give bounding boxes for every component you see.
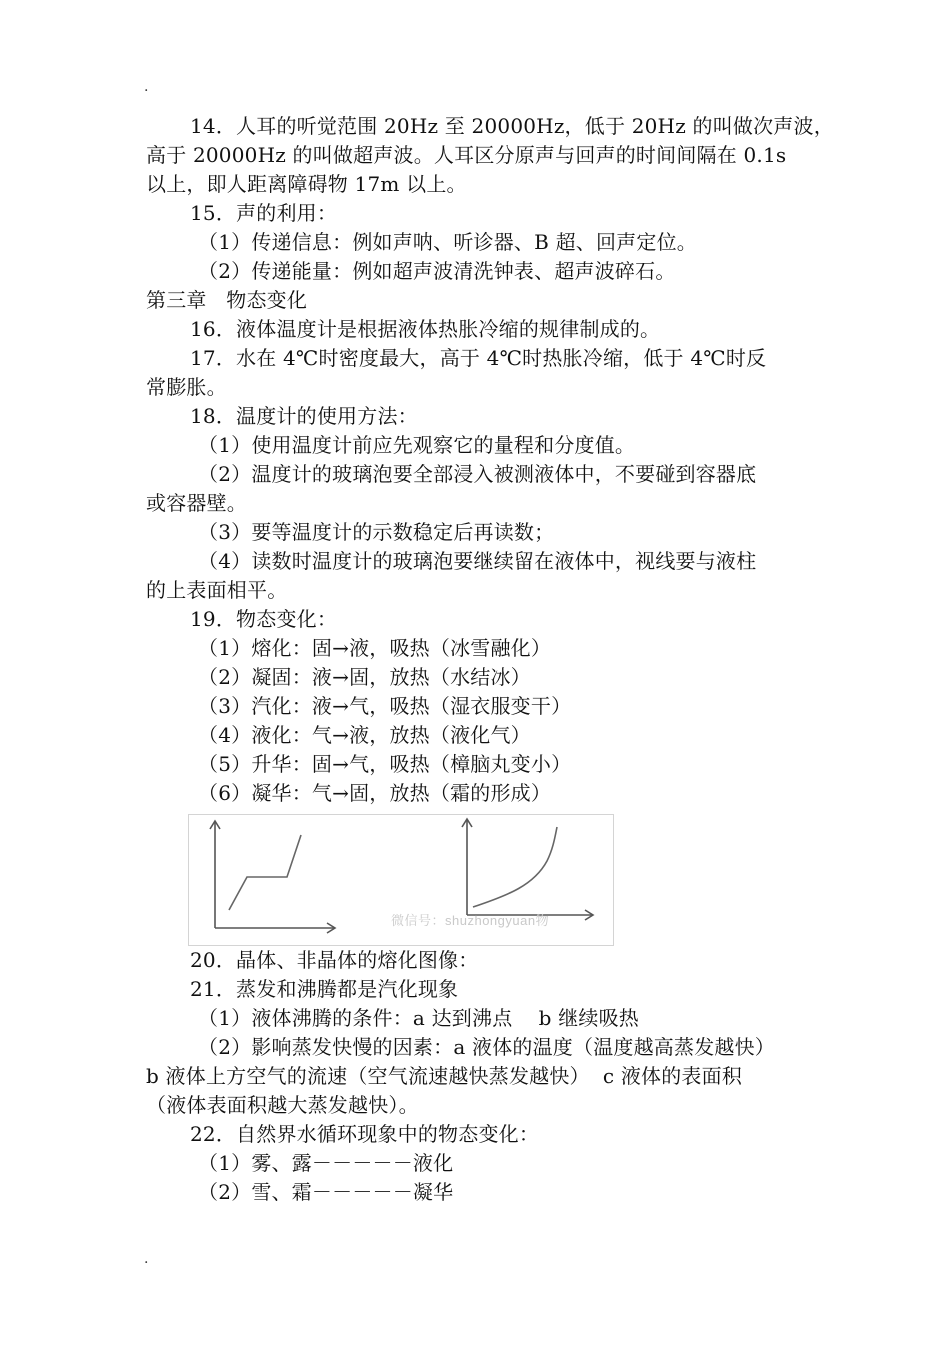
text-line: 20．晶体、非晶体的熔化图像： xyxy=(190,948,479,972)
amorphous-melting-graph xyxy=(462,819,593,920)
text-line: 16．液体温度计是根据液体热胀冷缩的规律制成的。 xyxy=(190,317,661,341)
text-line: （4）读数时温度计的玻璃泡要继续留在液体中，视线要与液柱 xyxy=(198,549,757,573)
text-line: 21．蒸发和沸腾都是汽化现象 xyxy=(190,977,459,1001)
text-line: （2）传递能量：例如超声波清洗钟表、超声波碎石。 xyxy=(198,259,676,283)
text-block-before-figure xyxy=(146,112,834,808)
text-line: 19．物态变化： xyxy=(190,607,338,631)
text-line: （4）液化：气→液，放热（液化气） xyxy=(198,723,531,747)
text-line: （1）熔化：固→液，吸热（冰雪融化） xyxy=(198,636,552,660)
text-line: 17．水在 4℃时密度最大，高于 4℃时热胀冷缩，低于 4℃时反 xyxy=(190,346,767,370)
page-mark-top: . xyxy=(144,79,149,95)
watermark: 微信号：shuzhongyuan物 xyxy=(391,913,550,928)
text-line: 高于 20000Hz 的叫做超声波。人耳区分原声与回声的时间间隔在 0.1s xyxy=(146,143,787,167)
text-line: （5）升华：固→气，吸热（樟脑丸变小） xyxy=(198,752,572,776)
text-line: 18．温度计的使用方法： xyxy=(190,404,418,428)
text-line: （液体表面积越大蒸发越快）。 xyxy=(146,1093,419,1117)
text-line: 或容器壁。 xyxy=(146,491,247,515)
text-line: 14．人耳的听觉范围 20Hz 至 20000Hz，低于 20Hz 的叫做次声波， xyxy=(190,114,834,138)
text-line: （1）使用温度计前应先观察它的量程和分度值。 xyxy=(198,433,636,457)
crystal-melting-graph xyxy=(210,821,335,933)
crystal-curve xyxy=(229,835,301,910)
text-line: 第三章 物态变化 xyxy=(146,288,308,312)
text-line: （2）温度计的玻璃泡要全部浸入被测液体中，不要碰到容器底 xyxy=(198,462,757,486)
text-line: （2）凝固：液→固，放热（水结冰） xyxy=(198,665,531,689)
text-line: （1）传递信息：例如声呐、听诊器、B 超、回声定位。 xyxy=(198,230,697,254)
text-line: （2）影响蒸发快慢的因素：a 液体的温度（温度越高蒸发越快） xyxy=(198,1035,776,1059)
text-line: 常膨胀。 xyxy=(146,375,227,399)
text-line: 22．自然界水循环现象中的物态变化： xyxy=(190,1122,540,1146)
text-block-after-figure xyxy=(146,946,811,1207)
melting-graphs-figure xyxy=(188,814,614,946)
text-line: （3）汽化：液→气，吸热（湿衣服变干） xyxy=(198,694,572,718)
text-line: 的上表面相平。 xyxy=(146,578,288,602)
text-line: 15．声的利用： xyxy=(190,201,338,225)
document-body xyxy=(146,112,834,1207)
text-line: （1）雾、露－－－－－液化 xyxy=(198,1151,454,1175)
text-line: （1）液体沸腾的条件：a 达到沸点 b 继续吸热 xyxy=(198,1006,639,1030)
page-mark-bottom: . xyxy=(144,1251,149,1267)
text-line: 以上，即人距离障碍物 17m 以上。 xyxy=(146,172,467,196)
text-line: （6）凝华：气→固，放热（霜的形成） xyxy=(198,781,552,805)
text-line: b 液体上方空气的流速（空气流速越快蒸发越快） c 液体的表面积 xyxy=(146,1064,743,1088)
amorphous-curve xyxy=(473,827,557,907)
text-line: （2）雪、霜－－－－－凝华 xyxy=(198,1180,454,1204)
text-line: （3）要等温度计的示数稳定后再读数； xyxy=(198,520,555,544)
